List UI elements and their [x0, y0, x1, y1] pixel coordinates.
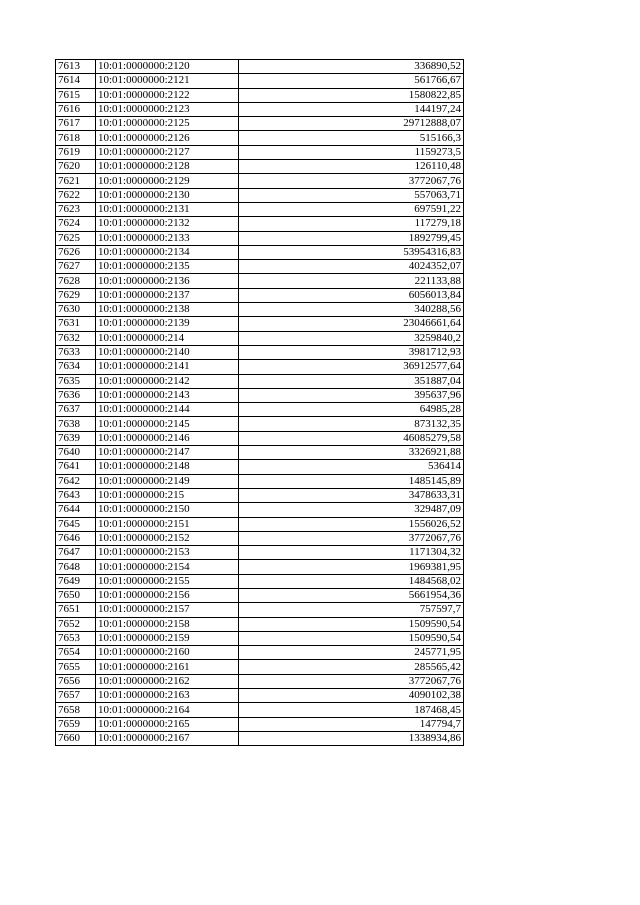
- table-row: [56, 274, 464, 288]
- cadastral-number-cell: 10:01:0000000:2150: [96, 503, 239, 517]
- row-number-cell: 7650: [56, 588, 96, 602]
- cadastral-value-cell: 1159273,5: [239, 145, 464, 159]
- row-number-cell: 7625: [56, 231, 96, 245]
- table-row: [56, 60, 464, 74]
- row-number-cell: 7653: [56, 631, 96, 645]
- table-row: [56, 717, 464, 731]
- row-number-cell: 7640: [56, 446, 96, 460]
- cadastral-number-cell: 10:01:0000000:2167: [96, 731, 239, 745]
- table-row: [56, 660, 464, 674]
- cadastral-number-cell: 10:01:0000000:2144: [96, 403, 239, 417]
- table-row: [56, 517, 464, 531]
- cadastral-value-cell: 1509590,54: [239, 617, 464, 631]
- cadastral-value-cell: 245771,95: [239, 646, 464, 660]
- table-row: [56, 331, 464, 345]
- table-row: [56, 417, 464, 431]
- cadastral-number-cell: 10:01:0000000:2132: [96, 217, 239, 231]
- cadastral-value-cell: 1969381,95: [239, 560, 464, 574]
- table-row: [56, 646, 464, 660]
- cadastral-number-cell: 10:01:0000000:2164: [96, 703, 239, 717]
- cadastral-value-cell: 3772067,76: [239, 531, 464, 545]
- cadastral-value-cell: 336890,52: [239, 60, 464, 74]
- cadastral-value-cell: 3326921,88: [239, 446, 464, 460]
- cadastral-number-cell: 10:01:0000000:2133: [96, 231, 239, 245]
- table-row: [56, 474, 464, 488]
- cadastral-value-cell: 3259840,2: [239, 331, 464, 345]
- cadastral-number-cell: 10:01:0000000:2135: [96, 260, 239, 274]
- cadastral-number-cell: 10:01:0000000:2148: [96, 460, 239, 474]
- cadastral-value-cell: 46085279,58: [239, 431, 464, 445]
- cadastral-number-cell: 10:01:0000000:2156: [96, 588, 239, 602]
- cadastral-number-cell: 10:01:0000000:2120: [96, 60, 239, 74]
- cadastral-value-cell: 536414: [239, 460, 464, 474]
- row-number-cell: 7616: [56, 102, 96, 116]
- cadastral-value-cell: 351887,04: [239, 374, 464, 388]
- cadastral-value-cell: 36912577,64: [239, 360, 464, 374]
- table-row: [56, 131, 464, 145]
- row-number-cell: 7620: [56, 160, 96, 174]
- cadastral-value-cell: 3981712,93: [239, 345, 464, 359]
- row-number-cell: 7647: [56, 546, 96, 560]
- table-row: [56, 574, 464, 588]
- cadastral-number-cell: 10:01:0000000:2141: [96, 360, 239, 374]
- row-number-cell: 7636: [56, 388, 96, 402]
- table-row: [56, 560, 464, 574]
- row-number-cell: 7657: [56, 689, 96, 703]
- row-number-cell: 7618: [56, 131, 96, 145]
- table-row: [56, 703, 464, 717]
- cadastral-number-cell: 10:01:0000000:2143: [96, 388, 239, 402]
- table-row: [56, 617, 464, 631]
- cadastral-number-cell: 10:01:0000000:215: [96, 488, 239, 502]
- cadastral-value-cell: 1484568,02: [239, 574, 464, 588]
- cadastral-number-cell: 10:01:0000000:2126: [96, 131, 239, 145]
- cadastral-value-cell: 64985,28: [239, 403, 464, 417]
- row-number-cell: 7622: [56, 188, 96, 202]
- cadastral-number-cell: 10:01:0000000:2138: [96, 303, 239, 317]
- table-row: [56, 174, 464, 188]
- cadastral-number-cell: 10:01:0000000:2147: [96, 446, 239, 460]
- table-row: [56, 674, 464, 688]
- cadastral-value-cell: 221133,88: [239, 274, 464, 288]
- row-number-cell: 7630: [56, 303, 96, 317]
- table-row: [56, 288, 464, 302]
- cadastral-value-cell: 557063,71: [239, 188, 464, 202]
- cadastral-number-cell: 10:01:0000000:2158: [96, 617, 239, 631]
- cadastral-number-cell: 10:01:0000000:2151: [96, 517, 239, 531]
- table-row: [56, 145, 464, 159]
- row-number-cell: 7633: [56, 345, 96, 359]
- cadastral-number-cell: 10:01:0000000:2137: [96, 288, 239, 302]
- row-number-cell: 7660: [56, 731, 96, 745]
- row-number-cell: 7613: [56, 60, 96, 74]
- table-row: [56, 74, 464, 88]
- row-number-cell: 7646: [56, 531, 96, 545]
- cadastral-number-cell: 10:01:0000000:2161: [96, 660, 239, 674]
- cadastral-value-cell: 187468,45: [239, 703, 464, 717]
- row-number-cell: 7629: [56, 288, 96, 302]
- cadastral-number-cell: 10:01:0000000:2162: [96, 674, 239, 688]
- cadastral-number-cell: 10:01:0000000:2155: [96, 574, 239, 588]
- row-number-cell: 7632: [56, 331, 96, 345]
- cadastral-value-cell: 126110,48: [239, 160, 464, 174]
- cadastral-value-cell: 1485145,89: [239, 474, 464, 488]
- table-row: [56, 231, 464, 245]
- table-row: [56, 360, 464, 374]
- row-number-cell: 7619: [56, 145, 96, 159]
- table-row: [56, 603, 464, 617]
- table-row: [56, 388, 464, 402]
- row-number-cell: 7648: [56, 560, 96, 574]
- row-number-cell: 7644: [56, 503, 96, 517]
- cadastral-value-cell: 515166,3: [239, 131, 464, 145]
- row-number-cell: 7635: [56, 374, 96, 388]
- row-number-cell: 7638: [56, 417, 96, 431]
- cadastral-value-cell: 329487,09: [239, 503, 464, 517]
- row-number-cell: 7634: [56, 360, 96, 374]
- row-number-cell: 7631: [56, 317, 96, 331]
- row-number-cell: 7656: [56, 674, 96, 688]
- cadastral-number-cell: 10:01:0000000:2129: [96, 174, 239, 188]
- row-number-cell: 7626: [56, 245, 96, 259]
- table-row: [56, 631, 464, 645]
- row-number-cell: 7621: [56, 174, 96, 188]
- cadastral-value-table: [55, 59, 464, 746]
- table-row: [56, 202, 464, 216]
- row-number-cell: 7614: [56, 74, 96, 88]
- table-row: [56, 345, 464, 359]
- cadastral-number-cell: 10:01:0000000:2139: [96, 317, 239, 331]
- cadastral-number-cell: 10:01:0000000:2142: [96, 374, 239, 388]
- cadastral-value-cell: 561766,67: [239, 74, 464, 88]
- table-body: [56, 60, 464, 746]
- table-row: [56, 374, 464, 388]
- cadastral-value-cell: 23046661,64: [239, 317, 464, 331]
- cadastral-value-cell: 144197,24: [239, 102, 464, 116]
- cadastral-number-cell: 10:01:0000000:2152: [96, 531, 239, 545]
- table-row: [56, 260, 464, 274]
- table-row: [56, 446, 464, 460]
- table-row: [56, 503, 464, 517]
- cadastral-number-cell: 10:01:0000000:2131: [96, 202, 239, 216]
- cadastral-value-cell: 5661954,36: [239, 588, 464, 602]
- table-row: [56, 531, 464, 545]
- row-number-cell: 7645: [56, 517, 96, 531]
- cadastral-number-cell: 10:01:0000000:2127: [96, 145, 239, 159]
- cadastral-value-cell: 1892799,45: [239, 231, 464, 245]
- table-row: [56, 689, 464, 703]
- row-number-cell: 7658: [56, 703, 96, 717]
- cadastral-value-cell: 1171304,32: [239, 546, 464, 560]
- cadastral-number-cell: 10:01:0000000:2153: [96, 546, 239, 560]
- cadastral-value-cell: 3478633,31: [239, 488, 464, 502]
- cadastral-number-cell: 10:01:0000000:2160: [96, 646, 239, 660]
- cadastral-number-cell: 10:01:0000000:2163: [96, 689, 239, 703]
- table-row: [56, 403, 464, 417]
- cadastral-value-cell: 1338934,86: [239, 731, 464, 745]
- cadastral-number-cell: 10:01:0000000:2136: [96, 274, 239, 288]
- row-number-cell: 7651: [56, 603, 96, 617]
- cadastral-value-cell: 1580822,85: [239, 88, 464, 102]
- cadastral-value-cell: 3772067,76: [239, 174, 464, 188]
- row-number-cell: 7628: [56, 274, 96, 288]
- cadastral-value-cell: 3772067,76: [239, 674, 464, 688]
- row-number-cell: 7627: [56, 260, 96, 274]
- table-row: [56, 731, 464, 745]
- cadastral-number-cell: 10:01:0000000:2154: [96, 560, 239, 574]
- cadastral-value-cell: 29712888,07: [239, 117, 464, 131]
- cadastral-number-cell: 10:01:0000000:2145: [96, 417, 239, 431]
- cadastral-number-cell: 10:01:0000000:2159: [96, 631, 239, 645]
- row-number-cell: 7659: [56, 717, 96, 731]
- cadastral-number-cell: 10:01:0000000:2157: [96, 603, 239, 617]
- row-number-cell: 7643: [56, 488, 96, 502]
- cadastral-value-cell: 1556026,52: [239, 517, 464, 531]
- cadastral-number-cell: 10:01:0000000:2123: [96, 102, 239, 116]
- cadastral-number-cell: 10:01:0000000:2134: [96, 245, 239, 259]
- table-row: [56, 588, 464, 602]
- cadastral-number-cell: 10:01:0000000:2122: [96, 88, 239, 102]
- table-row: [56, 217, 464, 231]
- cadastral-number-cell: 10:01:0000000:2125: [96, 117, 239, 131]
- table-row: [56, 188, 464, 202]
- cadastral-value-cell: 147794,7: [239, 717, 464, 731]
- table-row: [56, 88, 464, 102]
- row-number-cell: 7655: [56, 660, 96, 674]
- row-number-cell: 7615: [56, 88, 96, 102]
- cadastral-value-cell: 4090102,38: [239, 689, 464, 703]
- cadastral-number-cell: 10:01:0000000:2146: [96, 431, 239, 445]
- cadastral-value-cell: 6056013,84: [239, 288, 464, 302]
- cadastral-value-cell: 757597,7: [239, 603, 464, 617]
- cadastral-value-cell: 285565,42: [239, 660, 464, 674]
- table-row: [56, 460, 464, 474]
- table-row: [56, 160, 464, 174]
- row-number-cell: 7654: [56, 646, 96, 660]
- cadastral-number-cell: 10:01:0000000:2140: [96, 345, 239, 359]
- row-number-cell: 7642: [56, 474, 96, 488]
- table-row: [56, 431, 464, 445]
- row-number-cell: 7649: [56, 574, 96, 588]
- table-row: [56, 117, 464, 131]
- cadastral-number-cell: 10:01:0000000:214: [96, 331, 239, 345]
- table-row: [56, 245, 464, 259]
- row-number-cell: 7637: [56, 403, 96, 417]
- row-number-cell: 7639: [56, 431, 96, 445]
- cadastral-value-cell: 873132,35: [239, 417, 464, 431]
- cadastral-number-cell: 10:01:0000000:2128: [96, 160, 239, 174]
- table-row: [56, 488, 464, 502]
- cadastral-number-cell: 10:01:0000000:2149: [96, 474, 239, 488]
- row-number-cell: 7624: [56, 217, 96, 231]
- row-number-cell: 7617: [56, 117, 96, 131]
- cadastral-number-cell: 10:01:0000000:2130: [96, 188, 239, 202]
- cadastral-value-cell: 4024352,07: [239, 260, 464, 274]
- cadastral-value-cell: 1509590,54: [239, 631, 464, 645]
- row-number-cell: 7623: [56, 202, 96, 216]
- cadastral-number-cell: 10:01:0000000:2121: [96, 74, 239, 88]
- cadastral-value-cell: 697591,22: [239, 202, 464, 216]
- table-row: [56, 317, 464, 331]
- row-number-cell: 7652: [56, 617, 96, 631]
- cadastral-value-cell: 53954316,83: [239, 245, 464, 259]
- cadastral-value-cell: 340288,56: [239, 303, 464, 317]
- table-row: [56, 303, 464, 317]
- table-row: [56, 546, 464, 560]
- cadastral-number-cell: 10:01:0000000:2165: [96, 717, 239, 731]
- table-row: [56, 102, 464, 116]
- cadastral-value-cell: 395637,96: [239, 388, 464, 402]
- cadastral-value-cell: 117279,18: [239, 217, 464, 231]
- row-number-cell: 7641: [56, 460, 96, 474]
